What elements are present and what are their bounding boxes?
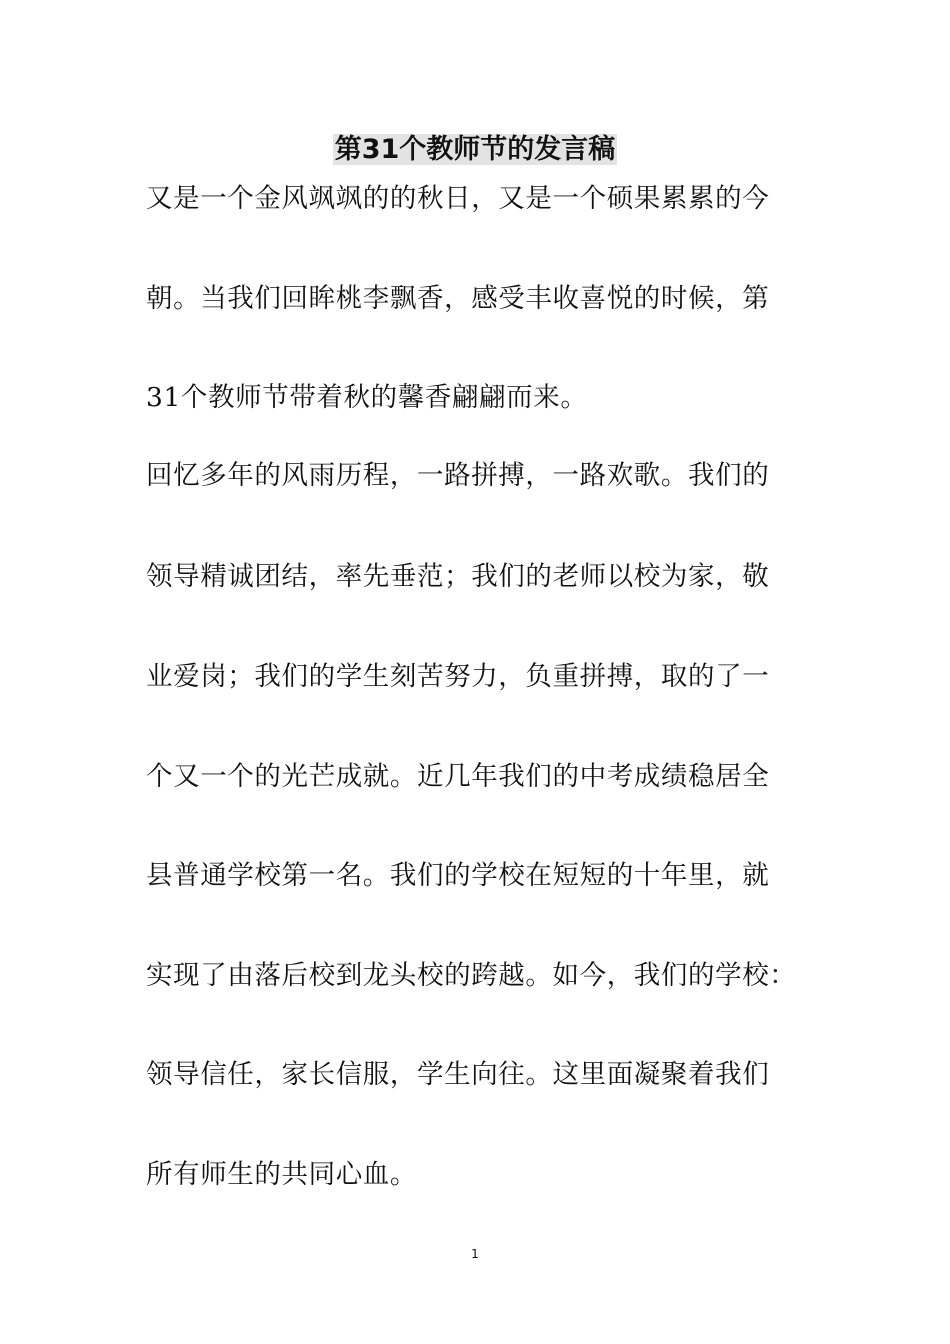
paragraph-line-8: 县普通学校第一名。我们的学校在短短的十年里，就 <box>146 860 770 891</box>
paragraph-line-5: 领导精诚团结，率先垂范；我们的老师以校为家，敬 <box>146 561 770 592</box>
paragraph-line-7: 个又一个的光芒成就。近几年我们的中考成绩稳居全 <box>146 761 770 792</box>
page-number: 1 <box>471 1247 479 1261</box>
document-title <box>0 130 950 170</box>
paragraph-line-11: 所有师生的共同心血。 <box>146 1159 417 1190</box>
paragraph-line-2: 朝。当我们回眸桃李飘香，感受丰收喜悦的时候，第 <box>146 283 770 314</box>
paragraph-line-9: 实现了由落后校到龙头校的跨越。如今，我们的学校： <box>146 960 797 991</box>
document-title-text: 第31个教师节的发言稿 <box>334 134 616 165</box>
paragraph-line-6: 业爱岗；我们的学生刻苦努力，负重拼搏，取的了一 <box>146 661 770 692</box>
paragraph-line-4: 回忆多年的风雨历程，一路拼搏，一路欢歌。我们的 <box>146 460 770 491</box>
paragraph-line-1: 又是一个金风飒飒的的秋日，又是一个硕果累累的今 <box>146 183 770 214</box>
paragraph-line-10: 领导信任，家长信服，学生向往。这里面凝聚着我们 <box>146 1059 770 1090</box>
paragraph-line-3: 31个教师节带着秋的馨香翩翩而来。 <box>146 382 588 413</box>
